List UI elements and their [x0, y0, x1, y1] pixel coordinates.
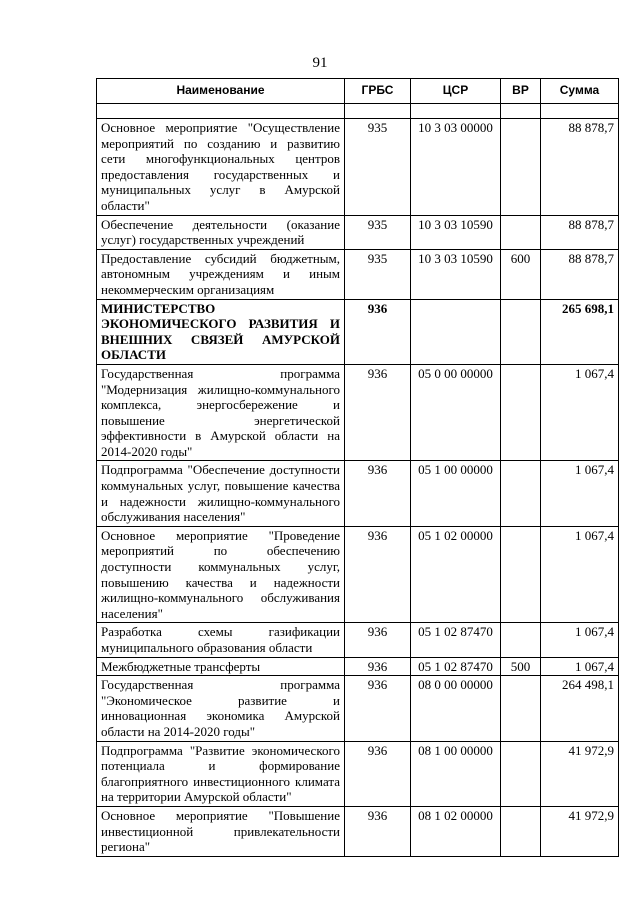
cell-name: Подпрограмма "Обеспечение доступности коммунальных услуг, повышение качества и надежности жилищно-коммунального обслуживания населения"	[97, 461, 345, 526]
cell-vr	[501, 741, 541, 806]
cell-vr	[501, 364, 541, 461]
header-vr: ВР	[501, 79, 541, 104]
table-row	[97, 806, 619, 856]
cell-csr: 10 3 03 10590	[411, 249, 501, 299]
cell-name: Государственная программа "Модернизация жилищно-коммунального комплекса, энергосбережение и повышение энергетической эффективности в Амурской области на 2014-2020 годы"	[97, 364, 345, 461]
table-body	[97, 104, 619, 857]
cell-grbs: 936	[345, 623, 411, 657]
table-header-row	[97, 79, 619, 104]
cell-vr	[501, 461, 541, 526]
cell-vr	[501, 299, 541, 364]
cell-grbs: 936	[345, 676, 411, 741]
table-row	[97, 741, 619, 806]
table-row	[97, 461, 619, 526]
cell-csr: 08 1 02 00000	[411, 806, 501, 856]
cell-vr	[501, 676, 541, 741]
cell-name: Государственная программа "Экономическое развитие и инновационная экономика Амурской области на 2014-2020 годы"	[97, 676, 345, 741]
spacer-row	[97, 104, 619, 119]
cell-name: Предоставление субсидий бюджетным, автономным учреждениям и иным некоммерческим организациям	[97, 249, 345, 299]
cell-vr: 600	[501, 249, 541, 299]
cell-grbs: 936	[345, 526, 411, 623]
cell-csr: 10 3 03 10590	[411, 215, 501, 249]
cell-vr	[501, 526, 541, 623]
table-row	[97, 526, 619, 623]
cell-name: МИНИСТЕРСТВО ЭКОНОМИЧЕСКОГО РАЗВИТИЯ И ВНЕШНИХ СВЯЗЕЙ АМУРСКОЙ ОБЛАСТИ	[97, 299, 345, 364]
cell-grbs: 935	[345, 119, 411, 216]
table-row	[97, 299, 619, 364]
cell-sum: 264 498,1	[541, 676, 619, 741]
cell-grbs: 936	[345, 741, 411, 806]
cell-name: Подпрограмма "Развитие экономического потенциала и формирование благоприятного инвестиционного климата на территории Амурской области"	[97, 741, 345, 806]
table-row	[97, 623, 619, 657]
header-csr: ЦСР	[411, 79, 501, 104]
cell-grbs: 936	[345, 299, 411, 364]
cell-sum: 1 067,4	[541, 623, 619, 657]
cell-csr: 08 1 00 00000	[411, 741, 501, 806]
cell-grbs: 935	[345, 249, 411, 299]
cell-sum: 41 972,9	[541, 741, 619, 806]
cell-sum: 88 878,7	[541, 249, 619, 299]
cell-vr	[501, 119, 541, 216]
page-number: 91	[312, 55, 328, 71]
cell-sum: 1 067,4	[541, 657, 619, 676]
cell-name: Основное мероприятие "Осуществление мероприятий по созданию и развитию сети многофункциональных центров предоставления государственных и муниципальных услуг в Амурской области"	[97, 119, 345, 216]
cell-csr: 05 1 00 00000	[411, 461, 501, 526]
header-grbs: ГРБС	[345, 79, 411, 104]
cell-csr: 05 1 02 87470	[411, 657, 501, 676]
header-name: Наименование	[97, 79, 345, 104]
cell-grbs: 936	[345, 806, 411, 856]
table-row	[97, 249, 619, 299]
cell-sum: 1 067,4	[541, 364, 619, 461]
cell-grbs: 936	[345, 461, 411, 526]
cell-csr	[411, 299, 501, 364]
cell-grbs: 935	[345, 215, 411, 249]
cell-name: Основное мероприятие "Повышение инвестиционной привлекательности региона"	[97, 806, 345, 856]
cell-vr	[501, 215, 541, 249]
cell-name: Межбюджетные трансферты	[97, 657, 345, 676]
cell-sum: 1 067,4	[541, 526, 619, 623]
cell-grbs: 936	[345, 364, 411, 461]
cell-sum: 88 878,7	[541, 215, 619, 249]
cell-csr: 05 1 02 00000	[411, 526, 501, 623]
header-sum: Сумма	[541, 79, 619, 104]
cell-csr: 10 3 03 00000	[411, 119, 501, 216]
cell-sum: 1 067,4	[541, 461, 619, 526]
cell-name: Обеспечение деятельности (оказание услуг) государственных учреждений	[97, 215, 345, 249]
cell-sum: 265 698,1	[541, 299, 619, 364]
table-row	[97, 364, 619, 461]
cell-sum: 88 878,7	[541, 119, 619, 216]
table-row	[97, 215, 619, 249]
cell-csr: 08 0 00 00000	[411, 676, 501, 741]
cell-grbs: 936	[345, 657, 411, 676]
cell-csr: 05 1 02 87470	[411, 623, 501, 657]
cell-sum: 41 972,9	[541, 806, 619, 856]
cell-csr: 05 0 00 00000	[411, 364, 501, 461]
table-row	[97, 657, 619, 676]
cell-vr	[501, 806, 541, 856]
table-row	[97, 676, 619, 741]
table-row	[97, 119, 619, 216]
cell-name: Разработка схемы газификации муниципального образования области	[97, 623, 345, 657]
cell-vr: 500	[501, 657, 541, 676]
cell-name: Основное мероприятие "Проведение мероприятий по обеспечению доступности коммунальных услуг, повышению качества и надежности жилищно-коммунального обслуживания населения"	[97, 526, 345, 623]
cell-vr	[501, 623, 541, 657]
budget-table	[96, 78, 619, 857]
